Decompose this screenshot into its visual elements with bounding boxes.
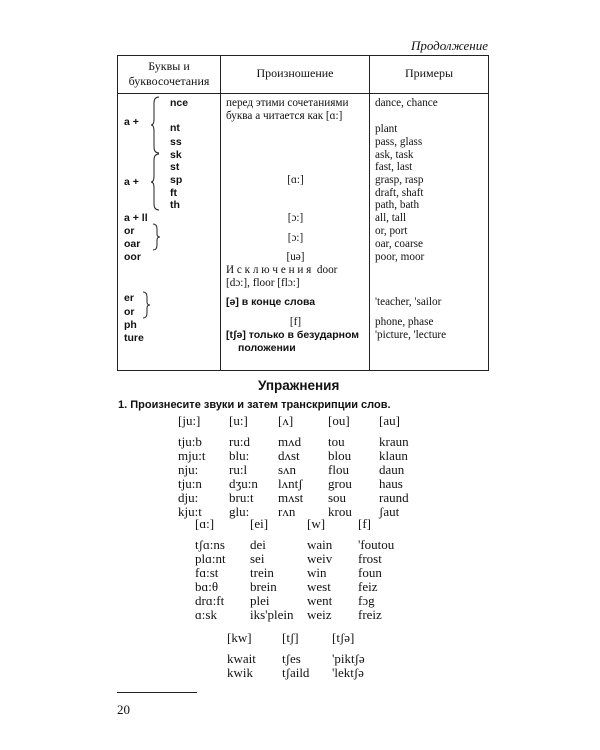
transcription-word: trein <box>250 564 274 580</box>
letter-nt: nt <box>170 122 180 134</box>
transcription-word: klaun <box>379 447 408 463</box>
transcription-word: wain <box>307 537 333 552</box>
brace-icon <box>151 154 161 210</box>
example-text: ask, task <box>375 149 414 161</box>
transcription-word: blu: <box>229 447 250 463</box>
pron-rule-line1: перед этими сочетаниями <box>226 97 349 109</box>
transcription-word: rʌn <box>278 503 296 519</box>
pron-schwa-rule: [ə] в конце слова <box>226 296 316 308</box>
brace-icon <box>151 97 161 153</box>
transcription-word: freiz <box>358 606 382 622</box>
example-text: or, port <box>375 225 408 237</box>
transcription-word: 'foutou <box>358 537 395 552</box>
pron-ue: [uə] <box>286 251 305 263</box>
exercise-instruction: 1. Произнесите звуки и затем транскрипции слов. <box>118 399 391 411</box>
transcription-word: feiz <box>358 578 378 594</box>
header-divider <box>118 93 488 94</box>
transcription-word: brein <box>250 578 277 594</box>
example-text: oar, coarse <box>375 238 423 250</box>
brace-icon <box>142 292 150 318</box>
example-text: 'teacher, 'sailor <box>375 296 442 308</box>
letter-oor: oor <box>124 251 141 263</box>
sound-heading: [ju:] <box>178 413 201 428</box>
transcription-word: west <box>307 578 331 594</box>
transcription-word: nju: <box>178 461 199 477</box>
sound-heading: [ɑ:] <box>195 516 215 531</box>
example-text: phone, phase <box>375 316 434 328</box>
sound-heading: [ei] <box>250 516 269 531</box>
transcription-word: tʃaild <box>282 664 310 680</box>
transcription-word: 'lektʃə <box>332 664 364 680</box>
transcription-word: bru:t <box>229 489 254 505</box>
pron-rule-line2: буква a читается как [ɑ:] <box>226 110 343 122</box>
transcription-word: ʃaut <box>379 503 400 519</box>
transcription-word: haus <box>379 475 403 491</box>
transcription-word: drɑ:ft <box>195 592 225 608</box>
letter-ft: ft <box>170 187 177 199</box>
letter-st: st <box>170 161 180 173</box>
example-text: plant <box>375 123 398 135</box>
column-divider <box>369 56 370 370</box>
pronunciation-table <box>117 55 489 371</box>
letter-ph: ph <box>124 319 137 331</box>
transcription-word: fɑ:st <box>195 564 219 580</box>
transcription-word: weiv <box>307 550 333 566</box>
letter-oar: oar <box>124 238 141 250</box>
transcription-word: daun <box>379 461 405 477</box>
pron-tche-rule-line1: [tʃə] только в безударном <box>226 329 360 341</box>
transcription-word: tju:b <box>178 434 202 449</box>
sound-heading: [u:] <box>229 413 248 428</box>
transcription-word: 'piktʃə <box>332 651 365 666</box>
sound-heading: [tʃ] <box>282 630 299 645</box>
transcription-word: win <box>307 564 327 580</box>
transcription-word: kwait <box>227 651 256 666</box>
transcription-word: dju: <box>178 489 199 505</box>
transcription-word: weiz <box>307 606 332 622</box>
brace-icon <box>152 224 160 250</box>
transcription-word: raund <box>379 489 409 505</box>
letter-or: or <box>124 306 135 318</box>
transcription-word: fɔg <box>358 592 375 608</box>
sound-heading: [ou] <box>328 413 350 428</box>
transcription-word: kju:t <box>178 503 202 519</box>
sound-heading: [w] <box>307 516 326 531</box>
letter-a-plus: a + <box>124 176 139 188</box>
transcription-word: sou <box>328 489 347 505</box>
pron-tche-rule-line2: положении <box>238 342 296 354</box>
example-text: 'picture, 'lecture <box>375 329 447 341</box>
footnote-rule <box>117 692 197 693</box>
transcription-word: plɑ:nt <box>195 550 226 566</box>
transcription-word: tju:n <box>178 475 202 491</box>
transcription-word: tʃɑ:ns <box>195 537 225 552</box>
pron-o-long: [ɔ:] <box>287 212 304 224</box>
transcription-word: iks'plein <box>250 606 294 622</box>
letter-a-plus: a + <box>124 116 139 128</box>
example-text: poor, moor <box>375 251 425 263</box>
transcription-word: flou <box>328 461 349 477</box>
transcription-word: ru:l <box>229 461 248 477</box>
transcription-word: kraun <box>379 434 409 449</box>
sound-heading: [kw] <box>227 630 252 645</box>
header-letters: Буквы и буквосочетания <box>128 59 210 88</box>
transcription-word: lʌntʃ <box>278 475 303 491</box>
letter-th: th <box>170 199 180 211</box>
transcription-word: ru:d <box>229 434 250 449</box>
transcription-word: dʒu:n <box>229 475 258 491</box>
example-text: grasp, rasp <box>375 174 424 186</box>
transcription-word: mʌst <box>278 489 304 505</box>
transcription-word: foun <box>358 564 382 580</box>
page-number: 20 <box>117 702 130 717</box>
transcription-word: frost <box>358 550 382 566</box>
example-text: path, bath <box>375 199 420 211</box>
pron-f: [f] <box>289 316 302 328</box>
letter-ture: ture <box>124 332 144 344</box>
sound-heading: [tʃə] <box>332 630 355 645</box>
transcription-word: ɑ:sk <box>195 606 217 622</box>
transcription-word: tʃes <box>282 651 301 666</box>
column-divider <box>220 56 221 370</box>
transcription-word: krou <box>328 503 352 519</box>
transcription-word: plei <box>250 592 270 608</box>
sound-heading: [ʌ] <box>278 413 294 428</box>
letter-all: a + ll <box>124 212 148 224</box>
letter-er: er <box>124 292 134 304</box>
pron-exceptions-line2: [dɔ:], floor [flɔ:] <box>226 277 300 289</box>
header-examples: Примеры <box>404 66 454 80</box>
transcription-word: blou <box>328 447 352 463</box>
example-text: all, tall <box>375 212 407 224</box>
transcription-word: sei <box>250 550 265 566</box>
transcription-word: mju:t <box>178 447 206 463</box>
pron-a-long: [ɑ:] <box>287 174 304 186</box>
transcription-word: sʌn <box>278 461 297 477</box>
letter-nce: nce <box>170 97 189 109</box>
transcription-word: kwik <box>227 664 253 680</box>
transcription-word: glu: <box>229 503 250 519</box>
example-text: dance, chance <box>375 97 438 109</box>
example-text: fast, last <box>375 161 413 173</box>
transcription-word: tou <box>328 434 345 449</box>
header-pronunciation: Произношение <box>256 66 334 80</box>
pron-o-long: [ɔ:] <box>287 232 304 244</box>
transcription-word: bɑ:θ <box>195 578 219 594</box>
example-text: pass, glass <box>375 136 423 148</box>
transcription-word: dei <box>250 537 266 552</box>
exercises-title: Упражнения <box>258 378 340 393</box>
pron-exceptions-line1: И с к л ю ч е н и я door <box>226 264 338 276</box>
letter-ss: ss <box>170 136 182 148</box>
letter-or: or <box>124 225 135 237</box>
transcription-word: went <box>307 592 333 608</box>
letter-sp: sp <box>170 174 183 186</box>
example-text: draft, shaft <box>375 187 424 199</box>
transcription-word: grou <box>328 475 352 491</box>
transcription-word: mʌd <box>278 434 302 449</box>
letter-sk: sk <box>170 149 182 161</box>
transcription-word: dʌst <box>278 447 300 463</box>
sound-heading: [f] <box>358 516 371 531</box>
sound-heading: [au] <box>379 413 400 428</box>
continuation-label: Продолжение <box>410 38 488 53</box>
